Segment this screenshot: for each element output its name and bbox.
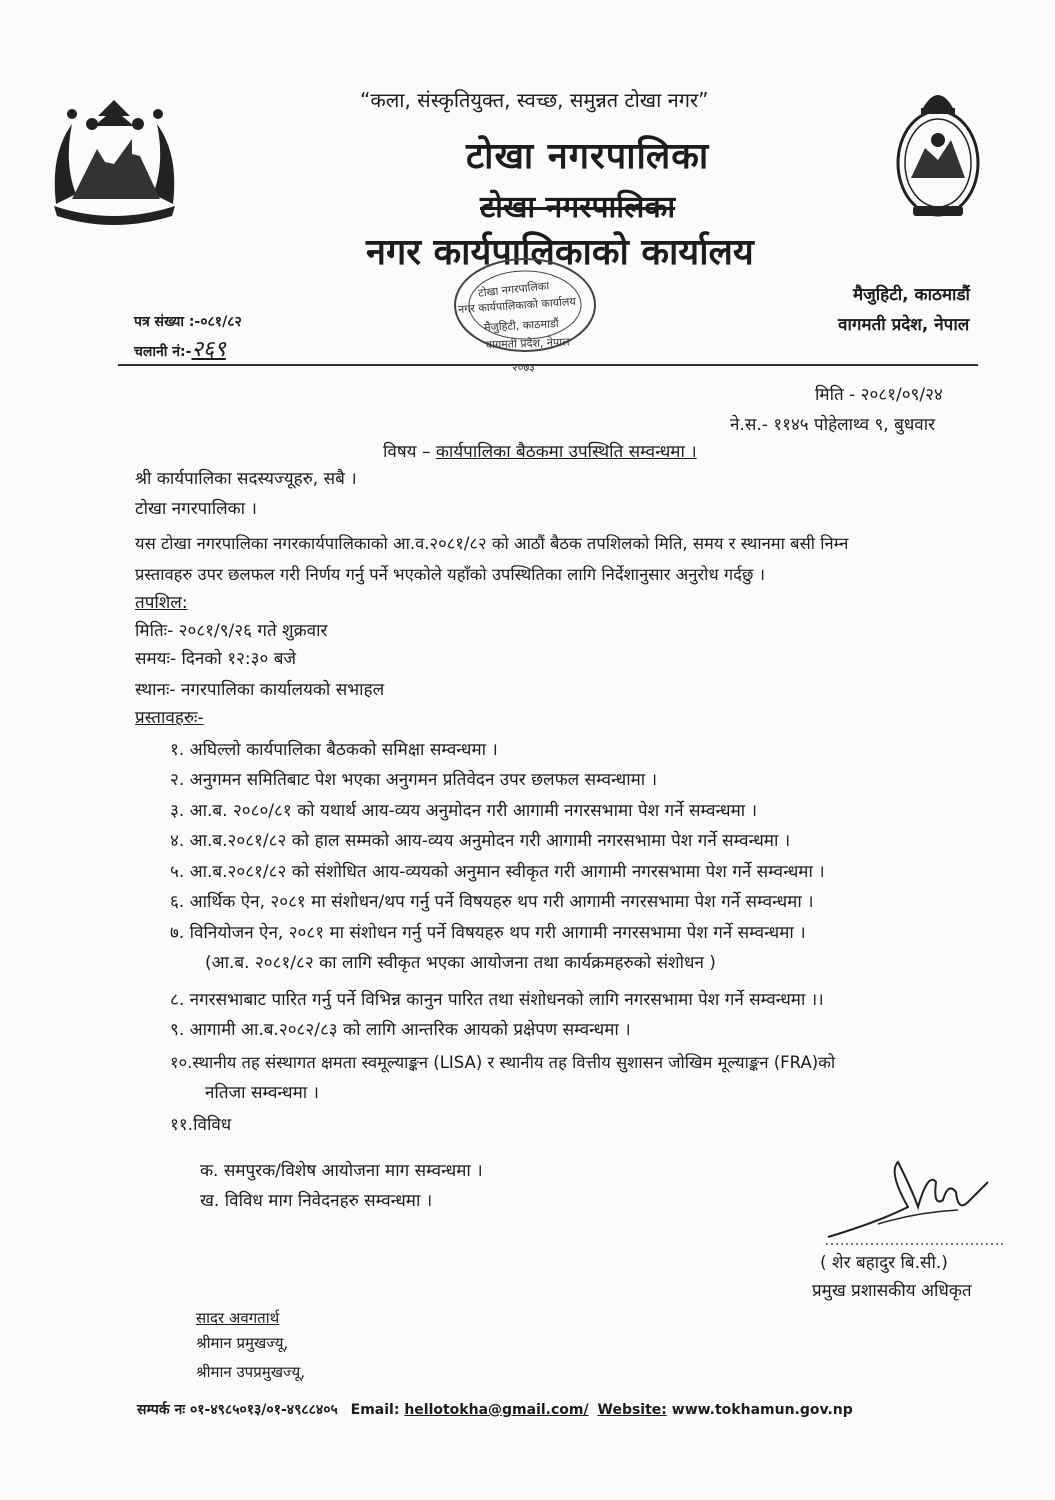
proposal-item: १०.स्थानीय तह संस्थागत क्षमता स्वमूल्याङ्कन (LISA) र स्थानीय तह वित्तीय सुशासन जोखिम मूल्याङ्कन (FRA)को: [170, 1053, 836, 1072]
proposal-item: १. अघिल्लो कार्यपालिका बैठकको समिक्षा सम्वन्धमा ।: [170, 740, 498, 760]
subject-line: विषय – कार्यपालिका बैठकमा उपस्थिति सम्वन्धमा ।: [383, 442, 697, 462]
stamp-text-1: टोखा नगरपालिका: [477, 279, 550, 300]
proposal-item: ११.विविध: [170, 1115, 232, 1135]
proposal-item: २. अनुगमन समितिबाट पेश भएका अनुगमन प्रतिवेदन उपर छलफल सम्वन्धामा ।: [170, 770, 658, 790]
office-name: टोखा नगरपालिका: [466, 136, 710, 177]
details-heading: तपशिल:: [135, 593, 188, 613]
stamp-text-3: मैजुहिटी, काठमाडौं: [483, 317, 559, 334]
municipality-slogan: “कला, संस्कृतियुक्त, स्वच्छ, समुन्नत टोखा नगर”: [360, 88, 709, 112]
signatory-name: ( शेर बहादुर बि.सी.): [820, 1253, 948, 1273]
subject-text: कार्यपालिका बैठकमा उपस्थिति सम्वन्धमा ।: [435, 442, 697, 462]
municipality-logo-icon: [893, 78, 983, 223]
cc-line-2: श्रीमान उपप्रमुखज्यू,: [196, 1363, 306, 1381]
website-link[interactable]: www.tokhamun.gov.np: [671, 1402, 853, 1418]
government-emblem-icon: [42, 94, 187, 229]
proposal-item-note: (आ.ब. २०८१/८२ का लागि स्वीकृत भएका आयोजना तथा कार्यक्रमहरुको संशोधन ): [205, 953, 716, 973]
proposal-item: ८. नगरसभाबाट पारित गर्नु पर्ने विभिन्न कानुन पारित तथा संशोधनको लागि नगरसभामा पेश गर्ने सम्वन्धमा ।।: [170, 990, 824, 1010]
handwritten-signature: [818, 1152, 1008, 1252]
recipient-line-2: टोखा नगरपालिका ।: [135, 499, 257, 519]
signatory-title: प्रमुख प्रशासकीय अधिकृत: [812, 1281, 972, 1301]
address-line-2: वागमती प्रदेश, नेपाल: [838, 315, 970, 335]
misc-item: क. समपुरक/विशेष आयोजना माग सम्वन्धमा ।: [200, 1161, 483, 1181]
stamp-text-5: २०७३: [512, 361, 535, 374]
contact-phone: सम्पर्क नः ०१-४९८५०१३/०१-४९८८४०५: [137, 1402, 338, 1418]
meeting-date: मितिः- २०८१/९/२६ गते शुक्रवार: [135, 621, 328, 641]
reference-number: पत्र संख्या :-०८१/८२: [134, 314, 242, 330]
dispatch-number: चलानी नं:-२६९: [134, 337, 226, 362]
proposal-item: ३. आ.ब. २०८०/८१ को यथार्थ आय-व्यय अनुमोदन गरी आगामी नगरसभामा पेश गर्ने सम्वन्धमा ।: [170, 801, 758, 821]
meeting-place: स्थानः- नगरपालिका कार्यालयको सभाहल: [135, 680, 385, 700]
office-title: नगर कार्यपालिकाको कार्यालय: [366, 232, 754, 273]
proposal-item: ९. आगामी आ.ब.२०८२/८३ को लागि आन्तरिक आयको प्रक्षेपण सम्वन्धमा ।: [170, 1020, 631, 1040]
email-link[interactable]: hellotokha@gmail.com/: [404, 1402, 589, 1418]
office-name-struck: टोखा नगरपालिका: [480, 190, 676, 225]
proposal-item: ४. आ.ब.२०८१/८२ को हाल सम्मको आय-व्यय अनुमोदन गरी आगामी नगरसभामा पेश गर्ने सम्वन्धमा ।: [170, 831, 791, 851]
stamp-text-4: वागमती प्रदेश, नेपाल: [485, 335, 570, 352]
address-line-1: मैजुहिटी, काठमाडौं: [853, 285, 970, 305]
proposals-heading: प्रस्तावहरुः-: [135, 708, 204, 728]
header-divider: [118, 364, 978, 366]
proposal-item: ७. विनियोजन ऐन, २०८१ मा संशोधन गर्नु पर्ने विषयहरु थप गरी आगामी नगरसभामा पेश गर्ने सम्वन्धमा ।: [170, 923, 806, 943]
date-ns: ने.स.- ११४५ पोहेलाथ्व ९, बुधवार: [730, 415, 936, 435]
recipient-line-1: श्री कार्यपालिका सदस्यज्यूहरु, सबै ।: [135, 469, 357, 489]
cc-line-1: श्रीमान प्रमुखज्यू,: [196, 1334, 289, 1352]
body-paragraph-2: प्रस्तावहरु उपर छलफल गरी निर्णय गर्नु पर्ने भएकोले यहाँको उपस्थितिका लागि निर्देशानुसार अनुरोध गर्दछु ।: [135, 565, 765, 584]
proposal-item-continuation: नतिजा सम्वन्धमा ।: [205, 1083, 319, 1103]
stamp-text-2: नगर कार्यपालिकाको कार्यालय: [457, 294, 577, 317]
proposal-item: ६. आर्थिक ऐन, २०८१ मा संशोधन/थप गर्नु पर्ने विषयहरु थप गरी आगामी नगरसभामा पेश गर्ने सम्वन्धमा ।: [170, 892, 814, 912]
body-paragraph-1: यस टोखा नगरपालिका नगरकार्यपालिकाको आ.व.२०८१/८२ को आठौं बैठक तपशिलको मिति, समय र स्थानमा बसी निम्न: [135, 534, 849, 553]
dispatch-handwritten: २६९: [191, 337, 226, 362]
footer-contact: सम्पर्क नः ०१-४९८५०१३/०१-४९८८४०५ Email: hellotokha@gmail.com/ Website: www.tokhamun.gov.np: [137, 1402, 853, 1418]
meeting-time: समयः- दिनको १२:३० बजे: [135, 649, 297, 669]
date-bs: मिति - २०८१/०९/२४: [815, 385, 943, 405]
proposal-item: ५. आ.ब.२०८१/८२ को संशोधित आय-व्ययको अनुमान स्वीकृत गरी आगामी नगरसभामा पेश गर्ने सम्वन्धमा ।: [170, 862, 825, 882]
cc-heading: सादर अवगतार्थ: [196, 1309, 280, 1327]
misc-item: ख. विविध माग निवेदनहरु सम्वन्धमा ।: [200, 1191, 433, 1211]
